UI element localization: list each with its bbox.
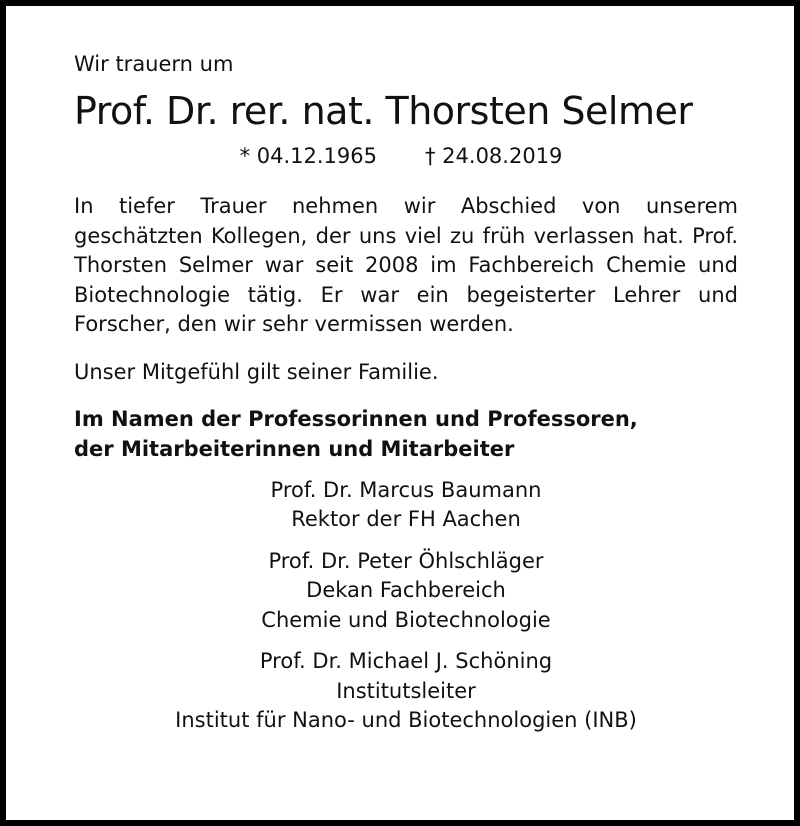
sympathy-text: Unser Mitgefühl gilt seiner Familie. (74, 359, 439, 384)
signer-block (74, 647, 738, 736)
life-dates (74, 142, 738, 170)
signer-name: Prof. Dr. Michael J. Schöning (259, 649, 553, 673)
condolence-text: In tiefer Trauer nehmen wir Abschied von unserem geschätzten Kollegen, der uns viel zu früh verlassen hat. Prof. Thorsten Selmer war seit 2008 im Fachbereich Chemie und Biotechnologie tätig. Er war ein begeisterter Lehrer und Forscher, den wir sehr vermissen werden. (74, 194, 738, 336)
on-behalf-line-1: Im Namen der Professorinnen und Professoren, (74, 406, 638, 431)
signer-block (74, 547, 738, 636)
notice-content (74, 46, 738, 748)
intro-text: Wir trauern um (74, 52, 234, 76)
signer-title: Chemie und Biotechnologie (261, 607, 551, 632)
death-date: † 24.08.2019 (425, 144, 563, 168)
signers-list (74, 476, 738, 736)
on-behalf-line-2: der Mitarbeiterinnen und Mitarbeiter (74, 436, 515, 461)
signer-title: Rektor der FH Aachen (291, 507, 521, 531)
signer-title: Dekan Fachbereich (306, 578, 506, 602)
signer-block (74, 476, 738, 535)
on-behalf-heading (74, 404, 738, 464)
signer-name: Prof. Dr. Marcus Baumann (270, 477, 542, 502)
signer-name: Prof. Dr. Peter Öhlschläger (268, 548, 544, 573)
signer-title: Institut für Nano- und Biotechnologien (INB) (175, 708, 637, 732)
signer-title: Institutsleiter (336, 678, 476, 703)
deceased-name: Prof. Dr. rer. nat. Thorsten Selmer (74, 89, 693, 133)
birth-date: * 04.12.1965 (239, 144, 377, 168)
